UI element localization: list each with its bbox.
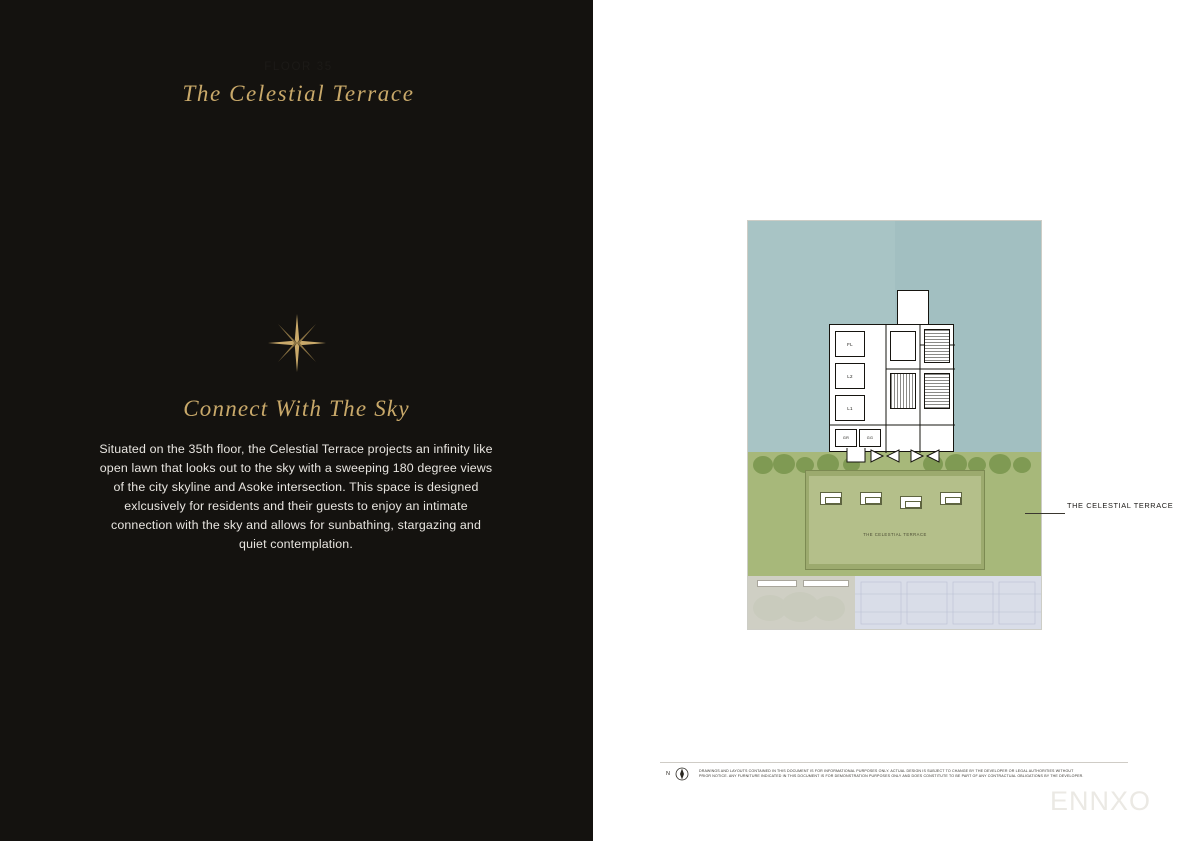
terrace-caption: THE CELESTIAL TERRACE (863, 532, 927, 537)
building-core (829, 324, 954, 452)
room-l2: L2 (835, 363, 865, 389)
room-gg: GG (859, 429, 881, 447)
disclaimer-line-2: PRIOR NOTICE. ANY FURNITURE INDICATED IN THIS DOCUMENT IS FOR DEMONSTRATION PURPOSES ONLY AND DOES CONSTITUTE TO BE PART OF ANY CONTRACTUAL OBLIGATIONS BY THE DEVELOPER. (699, 774, 1084, 779)
core-entry-detail (825, 448, 957, 470)
left-body-text: Situated on the 35th floor, the Celestial Terrace projects an infinity like open lawn that looks out to the sky with a sweeping 180 degree views of the city skyline and Asoke intersection. This space is designed exlcusively for residents and their guests to enjoy an intimate connection with the sky and allows for sunbathing, stargazing and quiet contemplation. (99, 442, 493, 551)
base-walk-strip (803, 580, 849, 587)
north-arrow-icon (666, 767, 691, 781)
disclaimer-line-1: DRAWINGS AND LAYOUTS CONTAINED IN THIS DOCUMENT IS FOR INFORMATIONAL PURPOSES ONLY. ACTUAL DESIGN IS SUBJECT TO CHANGE BY THE DEVELOPER OR LEGAL AUTHORITIES WITHOUT (699, 769, 1074, 773)
floor-label: FLOOR 35 (264, 61, 333, 73)
core-notch (897, 290, 929, 326)
tree-icon (773, 454, 795, 474)
brand-wordmark: ENNXO (1050, 786, 1152, 816)
north-letter: N (666, 771, 670, 777)
room-gr: GR (835, 429, 857, 447)
stair-core-upper (924, 329, 950, 363)
floor-title: The Celestial Terrace (182, 81, 415, 106)
terrace-deck (809, 476, 981, 564)
lounger-furniture (900, 496, 922, 509)
stair-core-lower (924, 373, 950, 409)
lounger-furniture (940, 492, 962, 505)
left-dark-panel (0, 0, 593, 841)
lounger-furniture (860, 492, 882, 505)
lift-core (890, 373, 916, 409)
lobby-core (890, 331, 916, 361)
bush-icon (813, 596, 845, 621)
callout-leader-line (1025, 513, 1065, 514)
floor-plan-drawing (747, 220, 1042, 630)
plan-base-hatch (855, 576, 1042, 630)
tree-icon (753, 456, 773, 474)
base-walk-strip (757, 580, 797, 587)
footer-rule (660, 762, 1128, 763)
compass-star-icon (266, 312, 328, 374)
room-l1: L1 (835, 395, 865, 421)
callout-label-celestial-terrace: THE CELESTIAL TERRACE (1067, 501, 1174, 510)
footer-disclaimer (699, 769, 1129, 779)
tree-icon (1013, 457, 1031, 473)
lounger-furniture (820, 492, 842, 505)
room-fl: FL (835, 331, 865, 357)
left-heading: Connect With The Sky (183, 396, 410, 421)
tree-icon (989, 454, 1011, 474)
